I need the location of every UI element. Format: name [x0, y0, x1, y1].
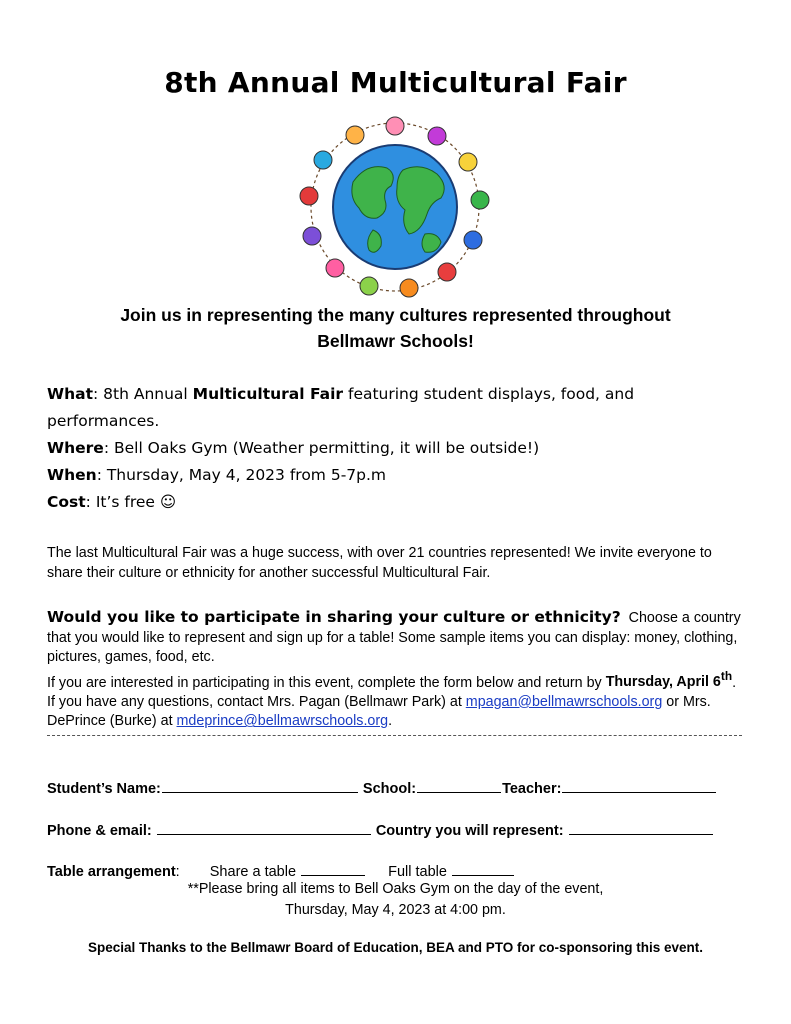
special-thanks: Special Thanks to the Bellmawr Board of Education, BEA and PTO for co-sponsoring this event. [87, 940, 704, 955]
full-table-label: Full table [388, 864, 447, 880]
participate-contact: . If you have any questions, contact Mrs. Pagan (Bellmawr Park) at [47, 674, 737, 710]
smiley-icon: ☺ [159, 493, 177, 511]
flyer-title: 8th Annual Multicultural Fair [164, 66, 627, 99]
share-table-field[interactable] [301, 861, 365, 876]
when-label: When [47, 466, 97, 484]
where-label: Where [47, 439, 104, 457]
intro-line-2: Bellmawr Schools! [317, 331, 474, 351]
deadline-day: Thursday, April 6 [605, 674, 721, 691]
student-name-field[interactable] [162, 778, 358, 793]
form-row-1 [47, 778, 717, 797]
teacher-label: Teacher: [502, 781, 562, 797]
globe-icon [333, 145, 457, 269]
participate-or: or Mrs. DePrince (Burke) at [47, 693, 711, 730]
where-row: Where: Bell Oaks Gym (Weather permitting, it will be outside!) [47, 439, 540, 457]
school-field[interactable] [417, 778, 501, 793]
share-table-label: Share a table [209, 864, 297, 880]
where-text: Bell Oaks Gym (Weather permitting, it will be outside!) [113, 439, 540, 457]
phone-email-field[interactable] [157, 820, 371, 835]
globe-children-illustration [275, 112, 515, 302]
what-bold: Multicultural Fair [192, 385, 344, 403]
participate-question: Would you like to participate in sharing your culture or ethnicity? [47, 608, 621, 626]
country-field[interactable] [569, 820, 713, 835]
participate-text: Choose a country that you would like to represent and sign up for a table! Some sample items you can display: money, clothing, pictures, games, food, etc. [47, 610, 741, 665]
form-row-2 [47, 820, 714, 839]
deadline-sup: th [720, 669, 733, 684]
form-row-3: Table arrangement: Share a table Full table [47, 861, 515, 880]
phone-email-label: Phone & email: [47, 823, 152, 839]
what-post: featuring student displays, food, and performances. [47, 385, 635, 430]
deadline [605, 669, 733, 691]
teacher-field[interactable] [562, 778, 716, 793]
email-link-pagan[interactable]: mpagan@bellmawrschools.org [465, 693, 663, 710]
student-name-label: Student’s Name: [47, 781, 161, 797]
participate-end: . [388, 713, 393, 730]
participate-instructions: If you are interested in participating in this event, complete the form below and return by [47, 674, 606, 691]
full-table-field[interactable] [452, 861, 514, 876]
when-row: When: Thursday, May 4, 2023 from 5-7p.m [47, 466, 387, 484]
email-link-deprince[interactable]: mdeprince@bellmawrschools.org [176, 713, 389, 730]
intro-heading [60, 302, 731, 354]
what-pre: 8th Annual [103, 385, 193, 403]
what-row: What: 8th Annual Multicultural Fair featuring student displays, food, and performances. [47, 385, 635, 430]
cost-text: It’s free [95, 493, 155, 511]
when-text: Thursday, May 4, 2023 from 5-7p.m [106, 466, 387, 484]
note-line-1: **Please bring all items to Bell Oaks Gym on the day of the event, [187, 881, 604, 897]
note-line-2: Thursday, May 4, 2023 at 4:00 pm. [285, 902, 506, 918]
cost-label: Cost [47, 493, 86, 511]
paragraph-last-fair: The last Multicultural Fair was a huge success, with over 21 countries represented! We invite everyone to share their culture or ethnicity for another successful Multicultural Fair. [47, 545, 712, 581]
cost-row: Cost: It’s free ☺ [47, 493, 177, 511]
what-label: What [47, 385, 94, 403]
school-label: School: [362, 781, 417, 797]
table-arrangement-label: Table arrangement [47, 864, 176, 880]
intro-line-1: Join us in representing the many cultures represented throughout [120, 305, 671, 325]
event-details [47, 381, 747, 516]
paragraph-participate [47, 608, 747, 732]
country-label: Country you will represent: [375, 823, 564, 839]
cut-line-divider [47, 735, 742, 736]
